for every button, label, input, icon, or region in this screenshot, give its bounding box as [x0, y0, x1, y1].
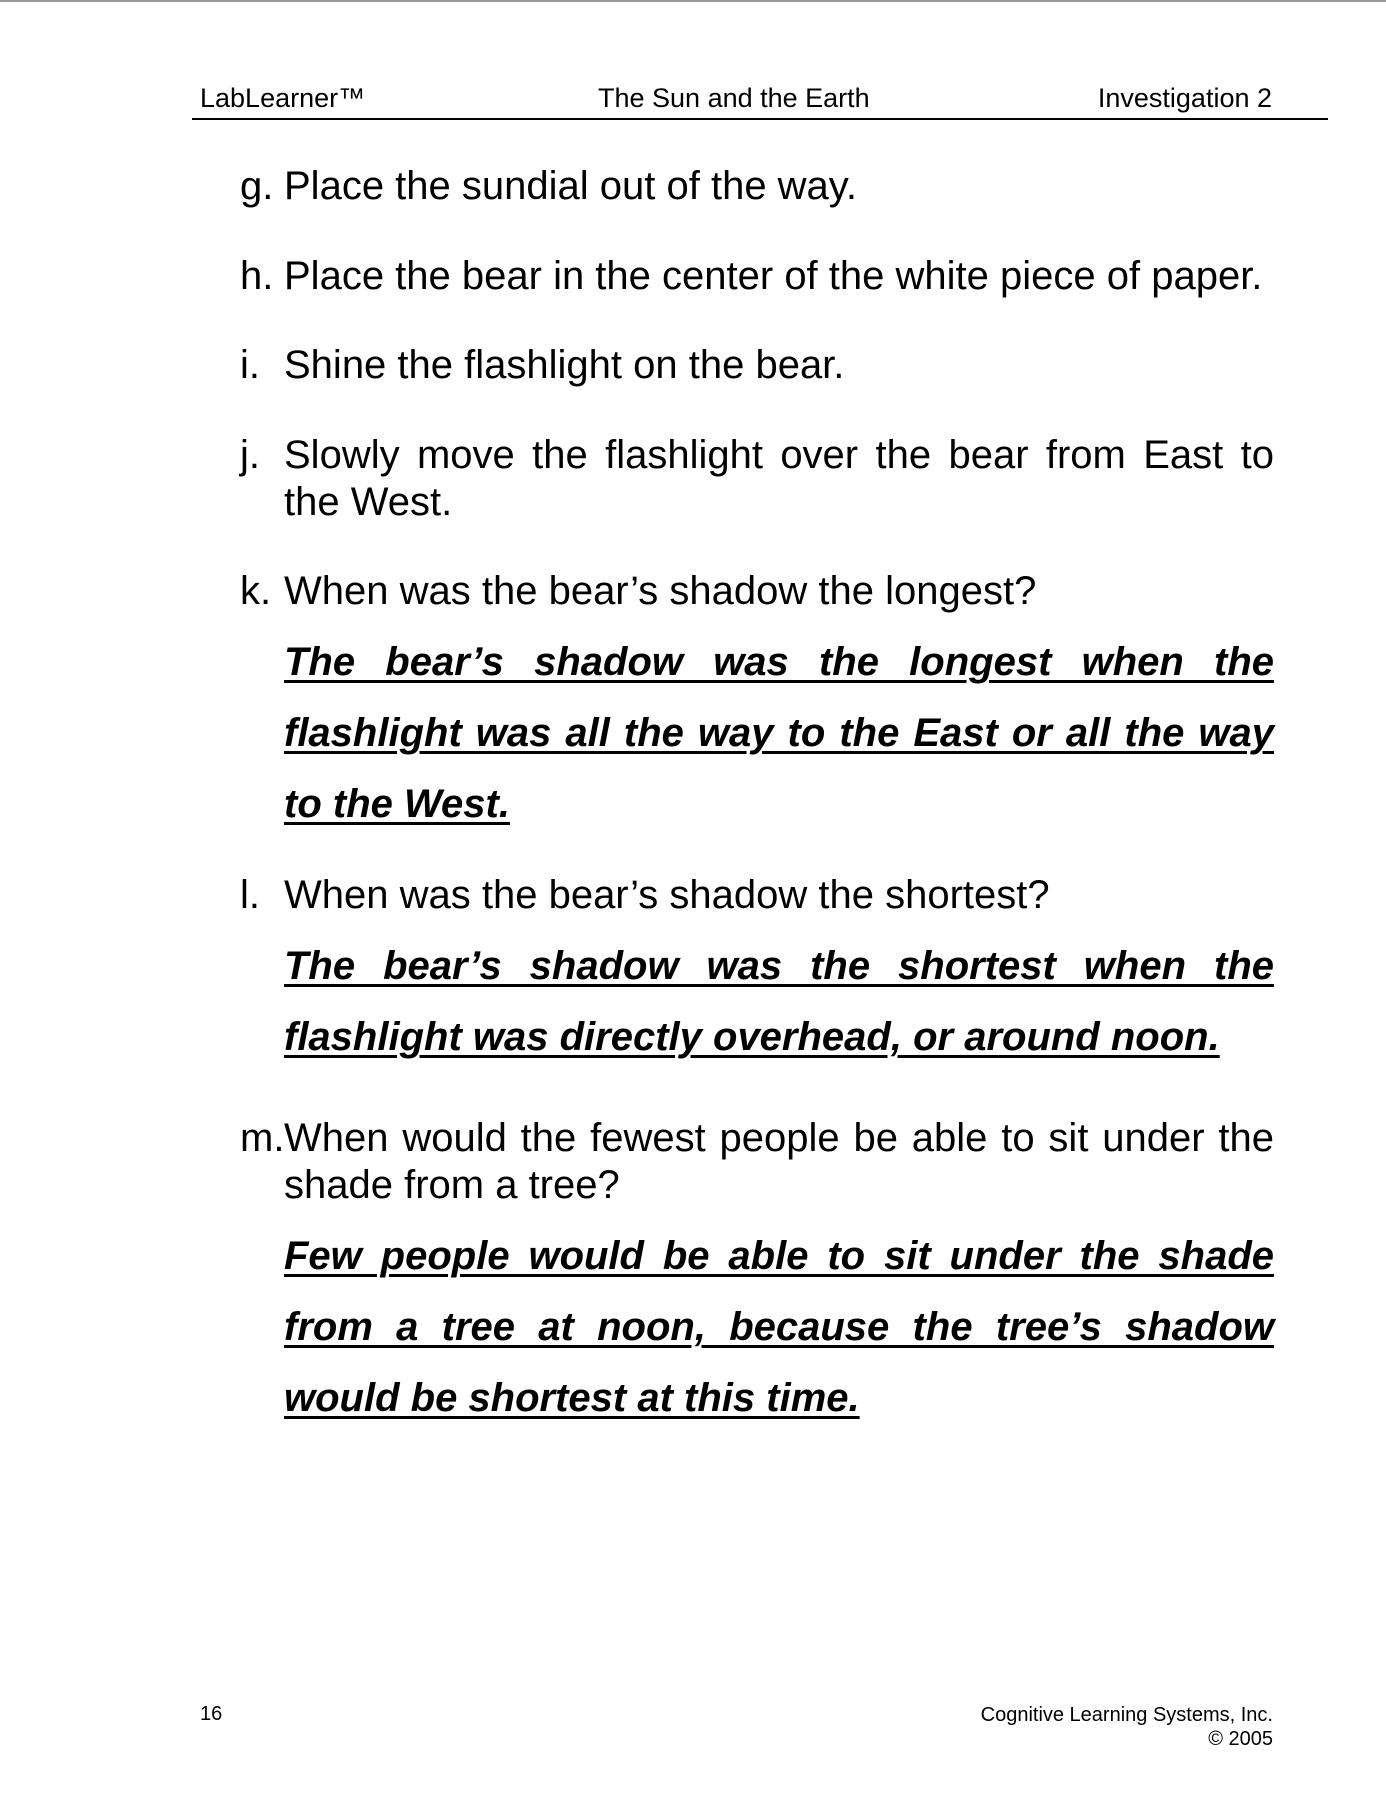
step-text: Place the sundial out of the way.: [284, 164, 857, 208]
question-k: [240, 568, 1274, 615]
question-text: When would the fewest people be able to sit under the shade from a tree?: [284, 1116, 1274, 1207]
page-footer-credits: [981, 1703, 1273, 1751]
step-h: [240, 253, 1274, 300]
question-text: When was the bear’s shadow the shortest?: [284, 873, 1050, 917]
question-l: [240, 872, 1274, 919]
step-letter: i.: [240, 343, 260, 387]
step-text: Slowly move the flashlight over the bear from East to the West.: [284, 433, 1274, 524]
step-j: [240, 432, 1274, 526]
question-m: [240, 1115, 1274, 1209]
page-number: 16: [200, 1703, 223, 1725]
step-text: Place the bear in the center of the white piece of paper.: [284, 254, 1263, 298]
step-letter: h.: [240, 254, 274, 298]
header-investigation: Investigation 2: [1097, 83, 1272, 113]
header-brand: LabLearner™: [200, 83, 366, 113]
step-g: [240, 163, 1274, 210]
publisher-name: Cognitive Learning Systems, Inc.: [980, 1704, 1273, 1726]
step-text: Shine the flashlight on the bear.: [284, 343, 845, 387]
page-header: [192, 80, 1328, 120]
step-letter: j.: [240, 433, 260, 477]
step-i: [240, 342, 1274, 389]
copyright-notice: © 2005: [1208, 1728, 1273, 1750]
answer-k: The bear’s shadow was the longest when the flashlight was all the way to the East or all the way to the West.: [284, 640, 1274, 826]
step-letter: g.: [240, 164, 274, 208]
page-top-border: [0, 0, 1386, 2]
procedure-list: [240, 163, 1274, 1434]
answer-l: The bear’s shadow was the shortest when the flashlight was directly overhead, or around noon.: [284, 944, 1274, 1059]
question-letter: l.: [240, 873, 260, 917]
question-text: When was the bear’s shadow the longest?: [284, 569, 1037, 613]
question-letter: k.: [240, 569, 272, 613]
header-title: The Sun and the Earth: [598, 83, 870, 113]
question-letter: m.: [240, 1116, 285, 1160]
answer-m: Few people would be able to sit under the shade from a tree at noon, because the tree’s shadow would be shortest at this time.: [284, 1234, 1274, 1420]
